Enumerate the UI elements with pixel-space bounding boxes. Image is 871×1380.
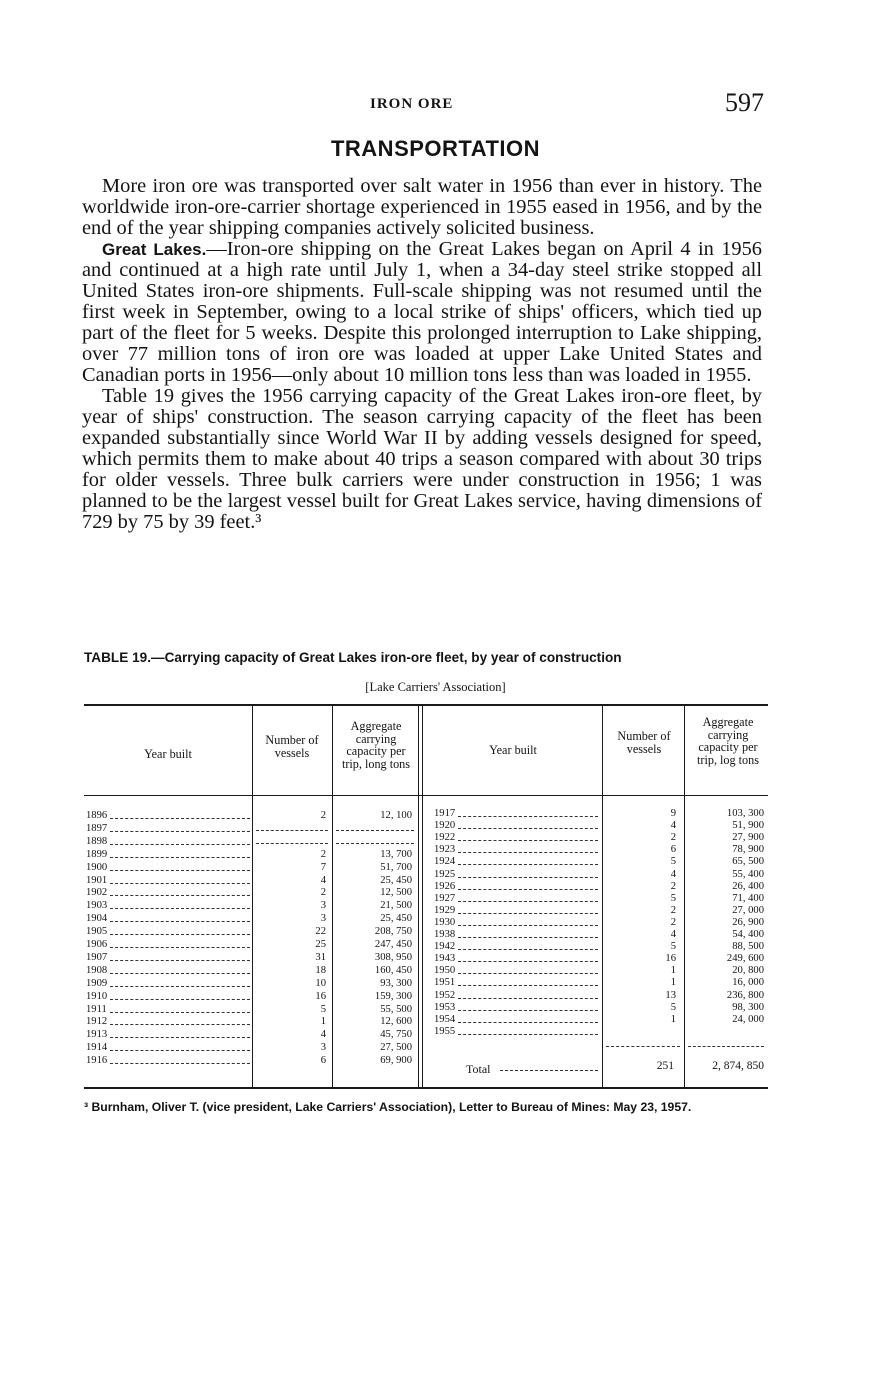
header-capacity-right: Aggregate carrying capacity per trip, log tons bbox=[697, 715, 759, 767]
year-cell: 1910 bbox=[86, 990, 108, 1002]
vessels-cell: 9 bbox=[670, 808, 676, 819]
column-rule bbox=[684, 706, 685, 1087]
vessels-cell: 3 bbox=[320, 1042, 326, 1054]
leader-dots bbox=[458, 881, 598, 890]
leader-dots bbox=[458, 832, 598, 841]
header-year-built-right: Year built bbox=[489, 743, 537, 757]
year-cell: 1943 bbox=[434, 953, 456, 965]
year-cell: 1908 bbox=[86, 964, 108, 976]
capacity-cell: 69, 900 bbox=[380, 1055, 412, 1067]
capacity-cell: 25, 450 bbox=[380, 874, 412, 886]
year-cell: 1954 bbox=[434, 1013, 456, 1025]
vessels-cell: 4 bbox=[320, 1029, 326, 1041]
header-number-of-vessels-left: Number of vessels bbox=[265, 733, 319, 760]
year-cell: 1925 bbox=[434, 868, 456, 880]
year-cell: 1950 bbox=[434, 965, 456, 977]
year-cell: 1914 bbox=[86, 1042, 108, 1054]
leader-dots bbox=[110, 887, 250, 896]
page-number: 597 bbox=[725, 88, 764, 117]
column-rule bbox=[332, 706, 333, 1087]
table-bottom-rule bbox=[84, 1087, 768, 1089]
paragraph-2-lead: Great Lakes. bbox=[102, 240, 207, 259]
table-source: [Lake Carriers' Association] bbox=[365, 680, 506, 694]
leader-dots bbox=[110, 939, 250, 948]
vessels-cell: 22 bbox=[315, 926, 326, 938]
leader-dots bbox=[458, 929, 598, 938]
capacity-cell: 249, 600 bbox=[726, 953, 764, 965]
vessels-cell: 2 bbox=[320, 810, 326, 821]
capacity-cell: 65, 500 bbox=[732, 856, 764, 868]
body-text bbox=[82, 176, 762, 533]
capacity-cell: 21, 500 bbox=[380, 900, 412, 912]
leader-dots bbox=[458, 941, 598, 950]
total-leader-dots bbox=[500, 1070, 598, 1071]
vessels-cell: 2 bbox=[320, 848, 326, 860]
header-capacity-left: Aggregate carrying capacity per trip, long tons bbox=[341, 719, 411, 771]
capacity-cell: 51, 900 bbox=[732, 820, 764, 832]
table-caption: TABLE 19.—Carrying capacity of Great Lakes iron-ore fleet, by year of construction bbox=[84, 650, 622, 665]
year-cell: 1906 bbox=[86, 939, 108, 950]
capacity-cell: 12, 500 bbox=[380, 887, 412, 899]
leader-dots bbox=[110, 926, 250, 935]
year-cell: 1898 bbox=[86, 835, 108, 847]
leader-dots bbox=[110, 823, 250, 832]
vessels-cell: 10 bbox=[315, 977, 326, 989]
leader-dots bbox=[110, 1055, 250, 1064]
year-cell: 1912 bbox=[86, 1016, 108, 1028]
leader-dots bbox=[458, 1026, 598, 1035]
year-cell: 1901 bbox=[86, 874, 108, 886]
year-cell: 1911 bbox=[86, 1003, 107, 1015]
leader-dots bbox=[110, 862, 250, 871]
capacity-cell: 55, 500 bbox=[380, 1003, 412, 1015]
capacity-cell: 98, 300 bbox=[732, 1001, 764, 1013]
paragraph-3-text: Table 19 gives the 1956 carrying capacity of the Great Lakes iron-ore fleet, by year of ships' construction. The season carrying capacity of the fleet has been expanded substantially since World War II by adding vessels designed for speed, which permits them to make about 40 trips a season compared with about 30 trips for older vessels. Three bulk carriers were under construction in 1956; 1 was planned to be the largest vessel built for Great Lakes service, having dimensions of 729 by 75 by 39 feet.³ bbox=[82, 385, 762, 533]
vessels-cell: 16 bbox=[665, 953, 676, 965]
leader-dots bbox=[110, 875, 250, 884]
vessels-cell: 13 bbox=[665, 989, 676, 1001]
year-cell: 1920 bbox=[434, 820, 456, 832]
vessels-cell: 3 bbox=[320, 913, 326, 925]
capacity-cell: 27, 500 bbox=[380, 1042, 412, 1054]
year-cell: 1930 bbox=[434, 916, 456, 928]
capacity-cell: 27, 900 bbox=[732, 832, 764, 844]
capacity-cell: 247, 450 bbox=[374, 939, 412, 950]
year-cell: 1916 bbox=[86, 1055, 108, 1067]
capacity-cell: 51, 700 bbox=[380, 861, 412, 873]
vessels-cell: 5 bbox=[670, 1001, 676, 1013]
leader-dots bbox=[110, 1004, 250, 1013]
capacity-cell: 20, 800 bbox=[732, 965, 764, 977]
paragraph-2 bbox=[82, 239, 762, 386]
vessels-cell: 1 bbox=[320, 1016, 326, 1028]
capacity-cell: 208, 750 bbox=[374, 926, 412, 938]
blank-dash bbox=[336, 822, 414, 831]
vessels-cell: 4 bbox=[670, 929, 676, 940]
leader-dots bbox=[110, 913, 250, 922]
capacity-cell: 13, 700 bbox=[380, 848, 412, 860]
column-rule bbox=[252, 706, 253, 1087]
leader-dots bbox=[458, 856, 598, 865]
capacity-cell: 308, 950 bbox=[374, 951, 412, 963]
footnote: ³ Burnham, Oliver T. (vice president, Lake Carriers' Association), Letter to Bureau of Mines: May 23, 1957. bbox=[84, 1100, 692, 1114]
leader-dots bbox=[458, 905, 598, 914]
year-cell: 1953 bbox=[434, 1001, 456, 1013]
year-cell: 1902 bbox=[86, 887, 108, 899]
year-cell: 1896 bbox=[86, 810, 108, 821]
total-label: Total bbox=[466, 1062, 491, 1076]
vessels-cell: 16 bbox=[315, 990, 326, 1002]
vessels-cell: 5 bbox=[320, 1003, 326, 1015]
leader-dots bbox=[110, 965, 250, 974]
total-vessels: 251 bbox=[656, 1060, 674, 1072]
year-cell: 1938 bbox=[434, 929, 456, 940]
leader-dots bbox=[458, 808, 598, 817]
paragraph-2-text: —Iron-ore shipping on the Great Lakes began on April 4 in 1956 and continued at a high rate until July 1, when a 34-day steel strike stopped all United States iron-ore shipments. Full-scale shipping was not resumed until the first week in September, owing to a local strike of ships' officers, which tied up part of the fleet for 5 weeks. Despite this prolonged interruption to Lake shipping, over 77 million tons of iron ore was loaded at upper Lake United States and Canadian ports in 1956—only about 10 million tons less than was loaded in 1955. bbox=[82, 238, 762, 386]
year-cell: 1924 bbox=[434, 856, 456, 868]
paragraph-1 bbox=[82, 176, 762, 239]
vessels-cell: 7 bbox=[320, 861, 326, 873]
year-cell: 1904 bbox=[86, 913, 108, 925]
vessels-cell: 25 bbox=[315, 939, 326, 950]
year-cell: 1929 bbox=[434, 904, 456, 916]
capacity-cell: 236, 800 bbox=[726, 989, 764, 1001]
leader-dots bbox=[110, 1042, 250, 1051]
blank-dash bbox=[688, 1038, 764, 1047]
vessels-cell: 2 bbox=[670, 916, 676, 928]
table-header-rule bbox=[84, 795, 768, 796]
vessels-cell: 4 bbox=[320, 874, 326, 886]
year-cell: 1942 bbox=[434, 941, 456, 953]
capacity-cell: 88, 500 bbox=[732, 941, 764, 953]
year-cell: 1952 bbox=[434, 989, 456, 1001]
leader-dots bbox=[110, 1016, 250, 1025]
leader-dots bbox=[110, 952, 250, 961]
capacity-cell: 55, 400 bbox=[732, 868, 764, 880]
vessels-cell: 2 bbox=[670, 904, 676, 916]
vessels-cell: 5 bbox=[670, 892, 676, 904]
capacity-cell: 16, 000 bbox=[732, 977, 764, 989]
capacity-cell: 25, 450 bbox=[380, 913, 412, 925]
column-divider-double bbox=[422, 706, 423, 1087]
leader-dots bbox=[110, 900, 250, 909]
vessels-cell: 5 bbox=[670, 856, 676, 868]
capacity-cell: 159, 300 bbox=[374, 990, 412, 1002]
year-cell: 1922 bbox=[434, 832, 456, 844]
capacity-cell: 26, 900 bbox=[732, 916, 764, 928]
blank-dash bbox=[256, 822, 328, 831]
year-cell: 1927 bbox=[434, 892, 456, 904]
leader-dots bbox=[110, 836, 250, 845]
capacity-cell: 160, 450 bbox=[374, 964, 412, 976]
total-capacity: 2, 874, 850 bbox=[712, 1060, 764, 1072]
vessels-cell: 2 bbox=[670, 880, 676, 892]
vessels-cell: 3 bbox=[320, 900, 326, 912]
column-rule bbox=[602, 706, 603, 1087]
column-divider-double bbox=[418, 706, 419, 1087]
leader-dots bbox=[458, 1014, 598, 1023]
vessels-cell: 31 bbox=[315, 951, 326, 963]
leader-dots bbox=[110, 978, 250, 987]
capacity-cell: 27, 000 bbox=[732, 904, 764, 916]
paragraph-3 bbox=[82, 386, 762, 533]
capacity-cell: 24, 000 bbox=[732, 1013, 764, 1025]
leader-dots bbox=[458, 977, 598, 986]
leader-dots bbox=[458, 820, 598, 829]
capacity-table bbox=[84, 704, 768, 1089]
capacity-cell: 12, 600 bbox=[380, 1016, 412, 1028]
header-number-of-vessels-right: Number of vessels bbox=[617, 729, 671, 756]
leader-dots bbox=[458, 965, 598, 974]
capacity-cell: 54, 400 bbox=[732, 929, 764, 940]
capacity-cell: 103, 300 bbox=[726, 808, 764, 819]
running-header: IRON ORE bbox=[370, 96, 454, 112]
vessels-cell: 1 bbox=[670, 1013, 676, 1025]
year-cell: 1899 bbox=[86, 848, 108, 860]
leader-dots bbox=[458, 953, 598, 962]
section-title: TRANSPORTATION bbox=[330, 136, 541, 161]
year-cell: 1907 bbox=[86, 951, 108, 963]
blank-dash bbox=[336, 835, 414, 844]
vessels-cell: 2 bbox=[320, 887, 326, 899]
vessels-cell: 1 bbox=[670, 977, 676, 989]
header-year-built-left: Year built bbox=[144, 747, 192, 761]
vessels-cell: 4 bbox=[670, 868, 676, 880]
year-cell: 1923 bbox=[434, 844, 456, 856]
leader-dots bbox=[110, 810, 250, 819]
table-top-rule bbox=[84, 704, 768, 706]
year-cell: 1905 bbox=[86, 926, 108, 938]
year-cell: 1897 bbox=[86, 822, 108, 834]
vessels-cell: 4 bbox=[670, 820, 676, 832]
vessels-cell: 6 bbox=[670, 844, 676, 856]
vessels-cell: 2 bbox=[670, 832, 676, 844]
capacity-cell: 78, 900 bbox=[732, 844, 764, 856]
vessels-cell: 6 bbox=[320, 1055, 326, 1067]
leader-dots bbox=[458, 990, 598, 999]
leader-dots bbox=[110, 991, 250, 1000]
capacity-cell: 71, 400 bbox=[732, 892, 764, 904]
year-cell: 1913 bbox=[86, 1029, 108, 1041]
leader-dots bbox=[110, 849, 250, 858]
leader-dots bbox=[458, 893, 598, 902]
vessels-cell: 1 bbox=[670, 965, 676, 977]
paragraph-1-text: More iron ore was transported over salt water in 1956 than ever in history. The worldwide iron-ore-carrier shortage experienced in 1955 eased in 1956, and by the end of the year shipping companies actively solicited business. bbox=[82, 175, 762, 239]
capacity-cell: 26, 400 bbox=[732, 880, 764, 892]
vessels-cell: 5 bbox=[670, 941, 676, 953]
leader-dots bbox=[458, 1002, 598, 1011]
blank-dash bbox=[606, 1038, 680, 1047]
capacity-cell: 93, 300 bbox=[380, 977, 412, 989]
leader-dots bbox=[458, 869, 598, 878]
leader-dots bbox=[458, 917, 598, 926]
year-cell: 1926 bbox=[434, 880, 456, 892]
year-cell: 1917 bbox=[434, 808, 456, 819]
leader-dots bbox=[110, 1029, 250, 1038]
capacity-cell: 45, 750 bbox=[380, 1029, 412, 1041]
year-cell: 1955 bbox=[434, 1025, 456, 1037]
vessels-cell: 18 bbox=[315, 964, 326, 976]
blank-dash bbox=[256, 835, 328, 844]
year-cell: 1903 bbox=[86, 900, 108, 912]
capacity-cell: 12, 100 bbox=[380, 810, 412, 821]
year-cell: 1909 bbox=[86, 977, 108, 989]
year-cell: 1900 bbox=[86, 861, 108, 873]
year-cell: 1951 bbox=[434, 977, 456, 989]
leader-dots bbox=[458, 844, 598, 853]
